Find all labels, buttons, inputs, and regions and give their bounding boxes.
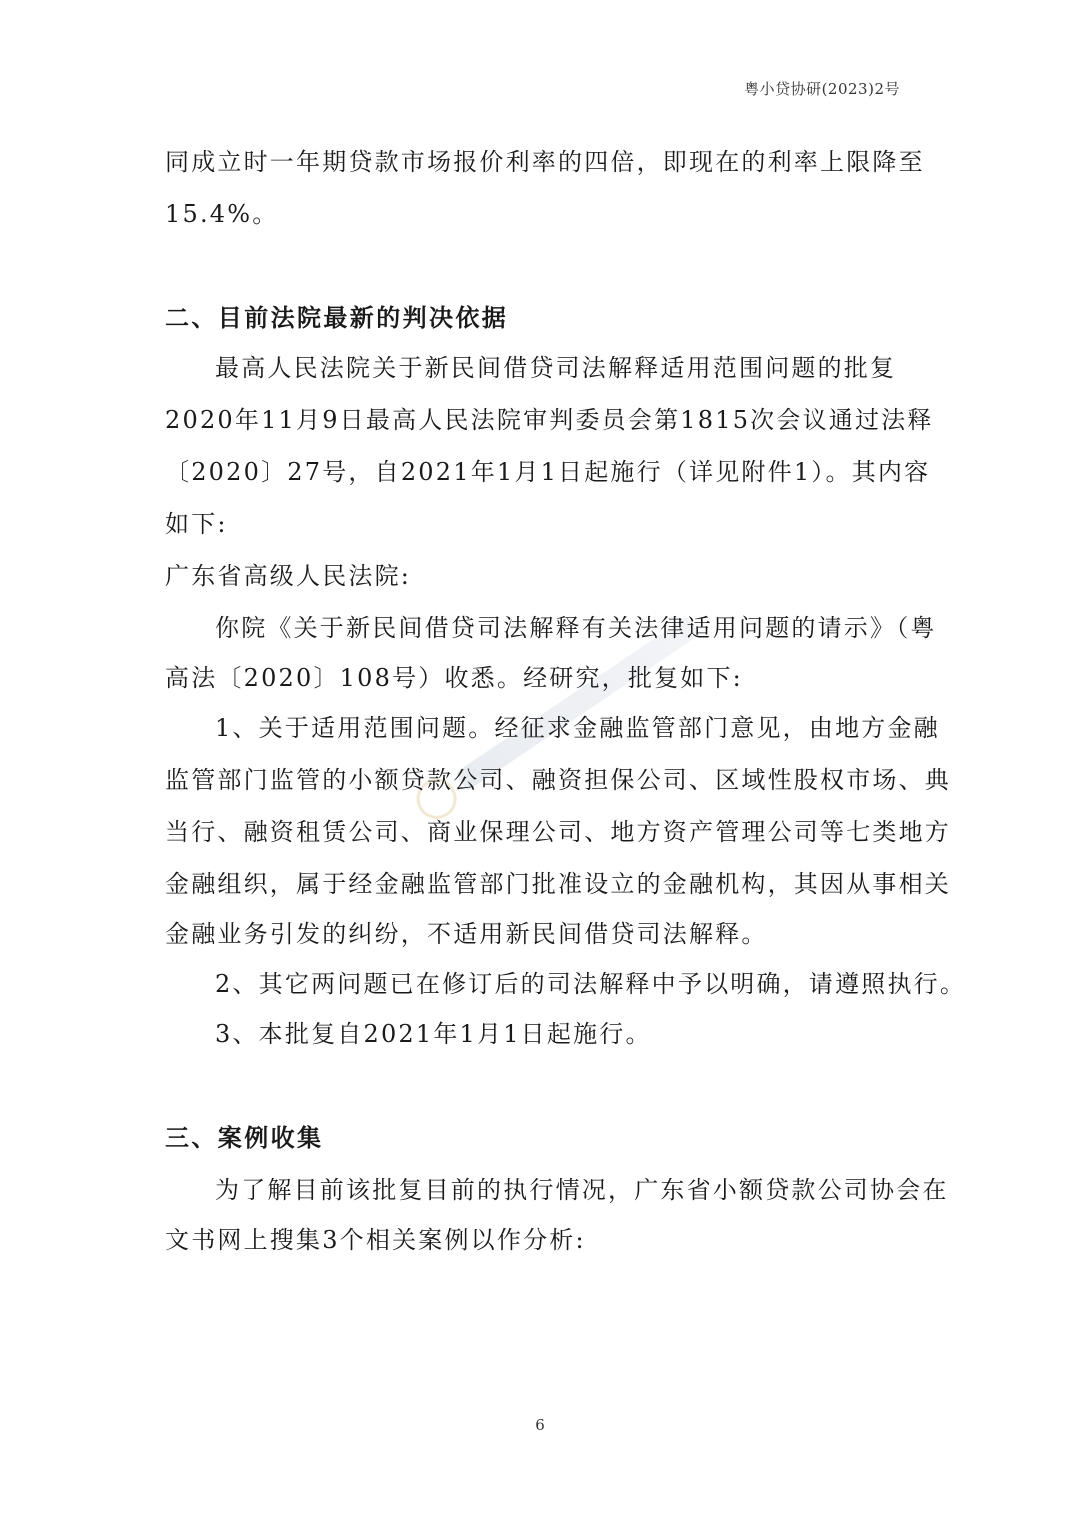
body-line: 3、本批复自2021年1月1日起施行。 bbox=[215, 1020, 652, 1048]
body-line: 你院《关于新民间借贷司法解释有关法律适用问题的请示》（粤 bbox=[215, 614, 937, 642]
body-line: 金融业务引发的纠纷，不适用新民间借贷司法解释。 bbox=[165, 920, 768, 948]
body-line: 当行、融资租赁公司、商业保理公司、地方资产管理公司等七类地方 bbox=[165, 818, 951, 846]
body-line: 15.4%。 bbox=[165, 200, 279, 228]
body-line: 2、其它两问题已在修订后的司法解释中予以明确，请遵照执行。 bbox=[215, 970, 967, 998]
body-line: 最高人民法院关于新民间借贷司法解释适用范围问题的批复 bbox=[215, 354, 897, 382]
body-line: 2020年11月9日最高人民法院审判委员会第1815次会议通过法释 bbox=[165, 406, 934, 434]
section-heading: 三、案例收集 bbox=[165, 1123, 324, 1152]
body-line: 金融组织，属于经金融监管部门批准设立的金融机构，其因从事相关 bbox=[165, 870, 951, 898]
body-line: 为了解目前该批复目前的执行情况，广东省小额贷款公司协会在 bbox=[215, 1176, 949, 1204]
section-heading: 二、目前法院最新的判决依据 bbox=[165, 303, 509, 332]
body-line: 文书网上搜集3个相关案例以作分析: bbox=[165, 1226, 586, 1254]
body-line: 如下: bbox=[165, 510, 228, 538]
body-line: 〔2020〕27号，自2021年1月1日起施行（详见附件1）。其内容 bbox=[165, 458, 931, 486]
body-line: 高法〔2020〕108号）收悉。经研究，批复如下: bbox=[165, 664, 743, 692]
document-reference-number: 粤小贷协研(2023)2号 bbox=[744, 80, 900, 98]
body-line: 1、关于适用范围问题。经征求金融监管部门意见，由地方金融 bbox=[215, 714, 940, 742]
page-number: 6 bbox=[535, 1416, 545, 1434]
body-line: 监管部门监管的小额贷款公司、融资担保公司、区域性股权市场、典 bbox=[165, 766, 951, 794]
body-line: 广东省高级人民法院: bbox=[165, 562, 412, 590]
body-line: 同成立时一年期贷款市场报价利率的四倍，即现在的利率上限降至 bbox=[165, 148, 925, 176]
